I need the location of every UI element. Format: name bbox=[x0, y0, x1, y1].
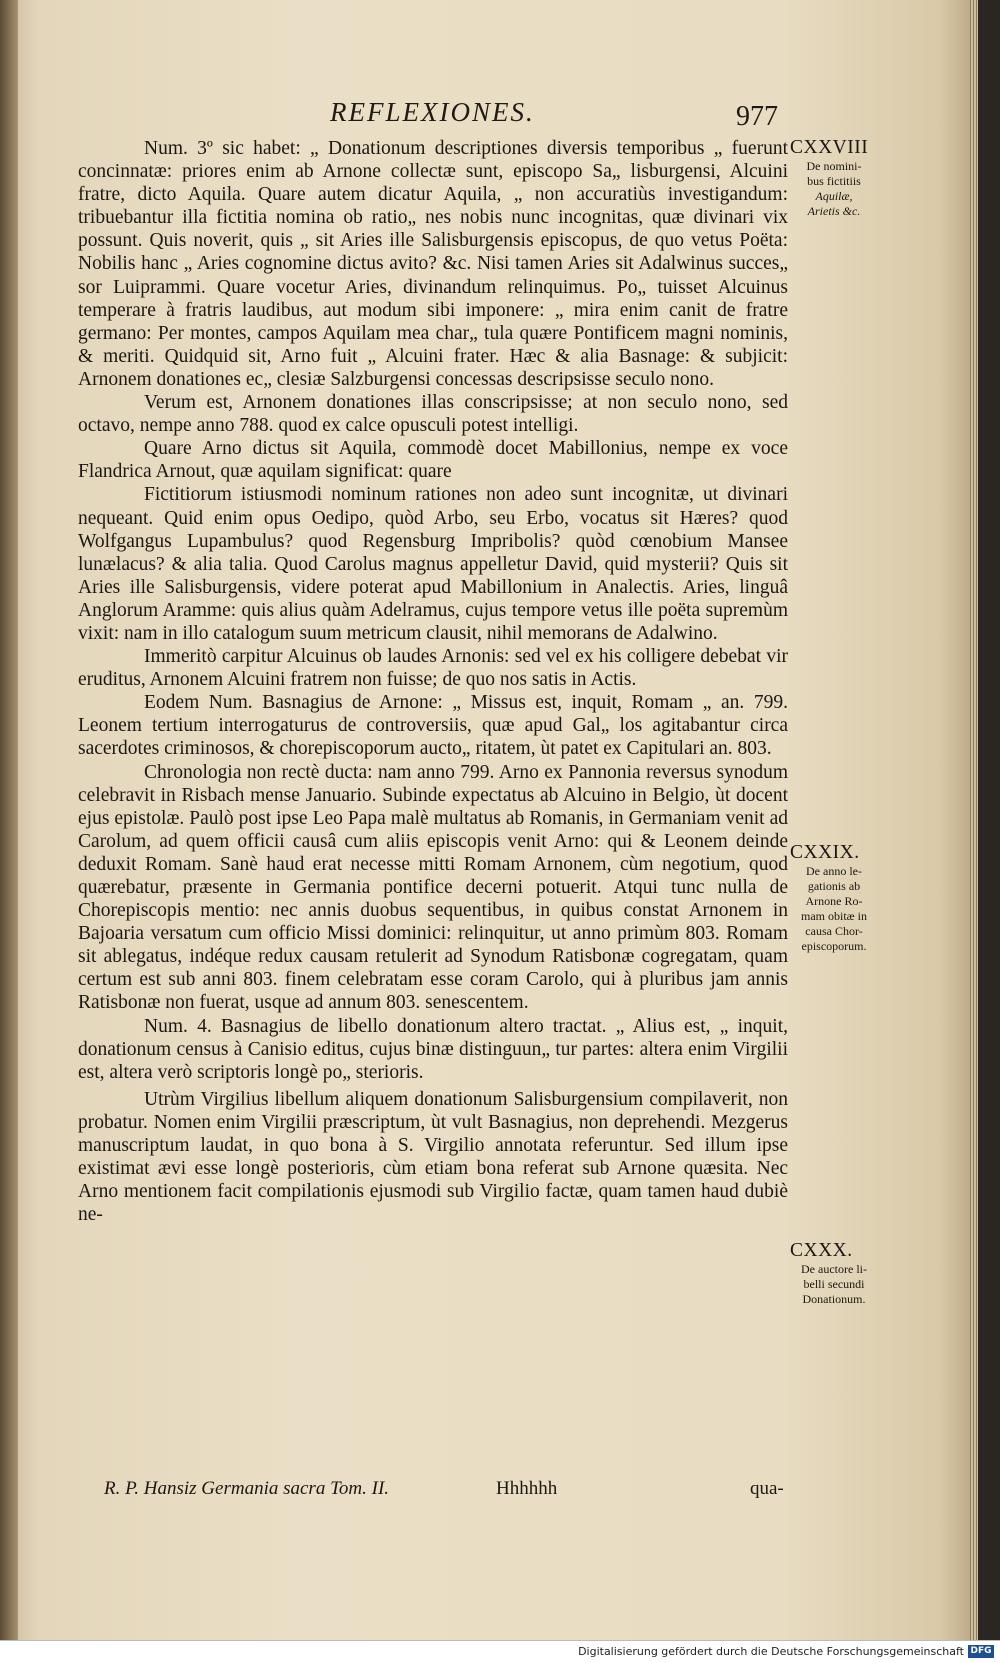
margin-section-130 bbox=[790, 1240, 878, 1307]
margin-note-line: episcoporum. bbox=[801, 939, 867, 953]
paragraph-9: Utrùm Virgilius libellum aliquem donationum Salisburgensium compilaverit, non probatur. Nomen enim Virgilii præscriptum, ùt vult Basnagius, non deprehendi. Mezgerus manuscriptum laudat, in quo bona à S. Virgilio annotata referuntur. Sed illum ipse existimat ævi esse longè posterioris, cùm etiam bona referat sub Arnone quæsita. Nec Arno mentionem facit compilationis ejusmodi sub Virgilio factæ, quam tamen haud dubiè ne- bbox=[78, 1088, 788, 1226]
margin-note-line: De auctore li- bbox=[801, 1262, 867, 1276]
digitization-credit: Digitalisierung gefördert durch die Deutsche Forschungsgemeinschaft bbox=[578, 1645, 964, 1658]
margin-note-line: bus fictitiis bbox=[807, 174, 861, 188]
margin-section-129 bbox=[790, 842, 878, 954]
margin-note bbox=[790, 1262, 878, 1307]
margin-note-line: causa Chor- bbox=[805, 924, 863, 938]
margin-note bbox=[790, 159, 878, 219]
paragraph-6: Eodem Num. Basnagius de Arnone: „ Missus est, inquit, Romam „ an. 799. Leonem tertium interrogaturus de controversiis, quæ apud Gal„ los agitabantur circa sacerdotes criminosos, & chorepiscoporum aucto„ ritatem, ùt patet ex Capitulari an. 803. bbox=[78, 692, 788, 760]
book-spine bbox=[0, 0, 18, 1640]
margin-note-line: De nomini- bbox=[806, 159, 862, 173]
paragraph-1: Num. 3º sic habet: „ Donationum descriptiones diversis temporibus „ fuerunt concinnatæ: priores enim ab Arnone collectæ sunt, episcopo Sa„ lisburgensi, Alcuini fratre, dicto Aquila. Quare autem dicatur Aquila, „ non accuratiùs investigandum: tribuebantur illa fictitia nomina ob ratio„ nes nobis nunc incognitas, quæ divinari vix possunt. Quis noverit, quis „ sit Aries ille Salisburgensis episcopus, de quo vetus Poëta: Nobilis hanc „ Aries cognomine dictus avito? &c. Nisi tamen Aries sit Adalwinus succes„ sor Luiprammi. Quare vocetur Aries, divinandum relinquimus. Po„ tuisset Alcuinus temperare à fratris laudibus, aut modum sibi imponere: „ mira enim canit de fratre germano: Per montes, campos Aquilam mea char„ tula quære Pontificem magni nominis, & meriti. Quidquid sit, Arno fuit „ Alcuini frater. Hæc & alia Basnage: & subjicit: Arnonem donationes ec„ clesiæ Salzburgensi concessas descripsisse seculo nono. bbox=[78, 138, 788, 390]
margin-note-line: mam obitæ in bbox=[801, 909, 867, 923]
margin-section-128 bbox=[790, 137, 878, 219]
margin-note bbox=[790, 864, 878, 954]
margin-note-line: Arnone Ro- bbox=[805, 894, 863, 908]
margin-note-line: De anno le- bbox=[806, 864, 862, 878]
margin-note-line: gationis ab bbox=[807, 879, 861, 893]
paragraph-2: Verum est, Arnonem donationes illas conscripsisse; at non seculo nono, sed octavo, nempe anno 788. quod ex calce opusculi potest intelligi. bbox=[78, 392, 788, 437]
catchword: qua- bbox=[750, 1478, 784, 1499]
margin-note-line: belli secundi bbox=[803, 1277, 865, 1291]
page-edges bbox=[970, 0, 978, 1640]
margin-number: CXXX. bbox=[790, 1240, 853, 1261]
footer-title: R. P. Hansiz Germania sacra Tom. II. bbox=[104, 1478, 390, 1499]
paragraph-4: Fictitiorum istiusmodi nominum rationes non adeo sunt incognitæ, ut divinari nequeant. Quid enim opus Oedipo, quòd Arbo, seu Erbo, vocatus sit Hæres? quod Wolfgangus Lupambulus? quod Regensburg Impribolis? quòd cœnobium Mansee lunælacus? & alia talia. Quod Carolus magnus appelletur David, quid mysterii? Quis sit Aries ille Salisburgensis, videre poterat apud Mabillonium in Analectis. Aries, linguâ Anglorum Aramme: quis alius quàm Adelramus, cujus tempore vetus ille poëta supremùm vixit: nam in illo catalogum suum metricum clausit, nihil memorans de Adalwino. bbox=[78, 484, 788, 644]
paragraph-8: Num. 4. Basnagius de libello donationum altero tractat. „ Alius est, „ inquit, donationum census à Canisio editus, cujus binæ distinguun„ tur partes: altera enim Virgilii est, altera verò scriptoris longè po„ sterioris. bbox=[78, 1015, 788, 1083]
paragraph-7: Chronologia non rectè ducta: nam anno 799. Arno ex Pannonia reversus synodum celebravit in Risbach mense Januario. Subinde expectatus ab Alcuino in Belgio, ùt docent ejus epistolæ. Paulò post ipse Leo Papa malè multatus ab Romanis, in Germaniam venit ad Carolum, ad quem officii causâ cum aliis episcopis venit Arno: qui & Leonem deinde deduxit Romam. Sanè haud erat necesse mitti Romam Arnonem, cùm negotium, quod quærebatur, præsente in Germania pontifice decerni potuerit. Atqui tunc nulla de Chorepiscopis mentio: nec annis duobus sequentibus, in quibus constat Arnonem in Bajoaria versatum cum officio Missi dominici: relinquitur, ut anno primùm 803. Romam sit ablegatus, indéque redux causam retulerit ad Synodum Ratisbonæ cogregatam, quam certum est sub anni 803. finem celebratam esse coram Carolo, qui à pluribus jam annis Ratisbonæ non fuerat, usque ad annum 803. senescentem. bbox=[78, 761, 788, 1014]
paragraph-5: Immeritò carpitur Alcuinus ob laudes Arnonis: sed vel ex his colligere debebat vir eruditus, Arnonem Alcuini fratrem non fuisse; de quo nos satis in Actis. bbox=[78, 646, 788, 691]
margin-number: CXXIX. bbox=[790, 842, 860, 863]
page-number: 977 bbox=[736, 101, 778, 132]
paragraph-3: Quare Arno dictus sit Aquila, commodè docet Mabillonius, nempe ex voce Flandrica Arnout, quæ aquilam significat: quare bbox=[78, 438, 788, 483]
main-text bbox=[78, 137, 788, 1226]
digitization-bar bbox=[0, 1640, 1000, 1663]
margin-note-line: Arietis &c. bbox=[807, 204, 861, 218]
margin-note-line: Donationum. bbox=[802, 1292, 866, 1306]
margin-number: CXXVIII bbox=[790, 137, 869, 158]
running-head: REFLEXIONES. bbox=[330, 97, 535, 127]
margin-note-line: Aquilæ, bbox=[815, 189, 853, 203]
signature-mark: Hhhhhh bbox=[496, 1478, 558, 1499]
dfg-logo-icon[interactable]: DFG bbox=[968, 1645, 994, 1658]
